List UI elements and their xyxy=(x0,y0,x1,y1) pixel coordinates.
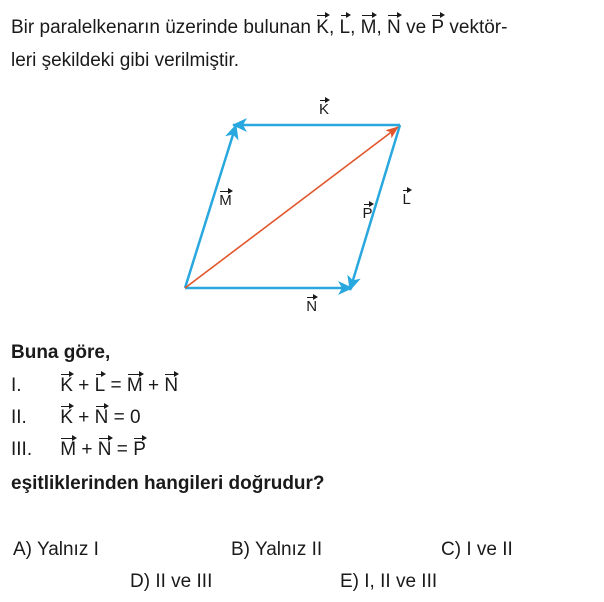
plus-sign: + xyxy=(78,407,90,428)
vector-n: N xyxy=(387,17,401,38)
vector-p: P xyxy=(431,17,445,38)
label-k: K xyxy=(319,101,330,118)
vector-n: N xyxy=(164,375,179,396)
intro-suffix: vektör- xyxy=(449,17,508,38)
vector-m: M xyxy=(126,375,143,396)
option-letter: E) xyxy=(340,571,359,592)
option-b[interactable] xyxy=(231,539,322,561)
vector-m: M xyxy=(360,17,377,38)
vector-l: L xyxy=(339,17,351,38)
question-conclusion: eşitliklerinden hangileri doğrudur? xyxy=(11,473,325,494)
statement-2 xyxy=(11,407,141,429)
label-m: M xyxy=(219,192,232,209)
statement-number: I. xyxy=(11,375,22,396)
option-letter: D) xyxy=(130,571,151,592)
comma: , xyxy=(376,17,382,38)
vector-k: K xyxy=(316,17,329,38)
plus-sign: + xyxy=(81,439,93,460)
vector-p: P xyxy=(133,439,146,460)
option-letter: A) xyxy=(13,539,32,560)
option-text: Yalnız II xyxy=(254,539,323,560)
and-word: ve xyxy=(406,17,427,38)
option-text: I ve II xyxy=(466,539,513,560)
vector-k: K xyxy=(60,407,73,428)
vector-k: K xyxy=(60,375,73,396)
plus-sign: + xyxy=(148,375,160,396)
option-text: I, II ve III xyxy=(364,571,438,592)
label-p: P xyxy=(362,205,373,222)
statement-number: III. xyxy=(11,439,33,460)
statement-1 xyxy=(11,375,178,397)
intro-prefix: Bir paralelkenarın üzerinde bulunan xyxy=(11,17,311,38)
option-text: Yalnız I xyxy=(36,539,99,560)
option-d[interactable] xyxy=(130,571,212,593)
equals-sign: = xyxy=(116,439,128,460)
option-text: II ve III xyxy=(155,571,213,592)
label-l: L xyxy=(402,191,411,208)
question-lead: Buna göre, xyxy=(11,342,111,363)
statement-number: II. xyxy=(11,407,27,428)
equals-sign: = xyxy=(113,407,125,428)
vector-l-arrow xyxy=(350,125,400,290)
option-c[interactable] xyxy=(441,539,513,561)
option-letter: B) xyxy=(231,539,250,560)
option-e[interactable] xyxy=(340,571,437,593)
statement-3 xyxy=(11,439,146,461)
zero-value: 0 xyxy=(130,407,141,428)
vector-n: N xyxy=(94,407,109,428)
plus-sign: + xyxy=(78,375,90,396)
vector-l: L xyxy=(94,375,106,396)
vector-n: N xyxy=(97,439,112,460)
comma: , xyxy=(328,17,335,38)
option-a[interactable] xyxy=(13,539,99,561)
label-n: N xyxy=(306,298,318,315)
comma: , xyxy=(350,17,356,38)
equals-sign: = xyxy=(110,375,122,396)
option-letter: C) xyxy=(441,539,462,560)
vector-m: M xyxy=(60,439,77,460)
intro-line-2: leri şekildeki gibi verilmiştir. xyxy=(11,50,240,71)
